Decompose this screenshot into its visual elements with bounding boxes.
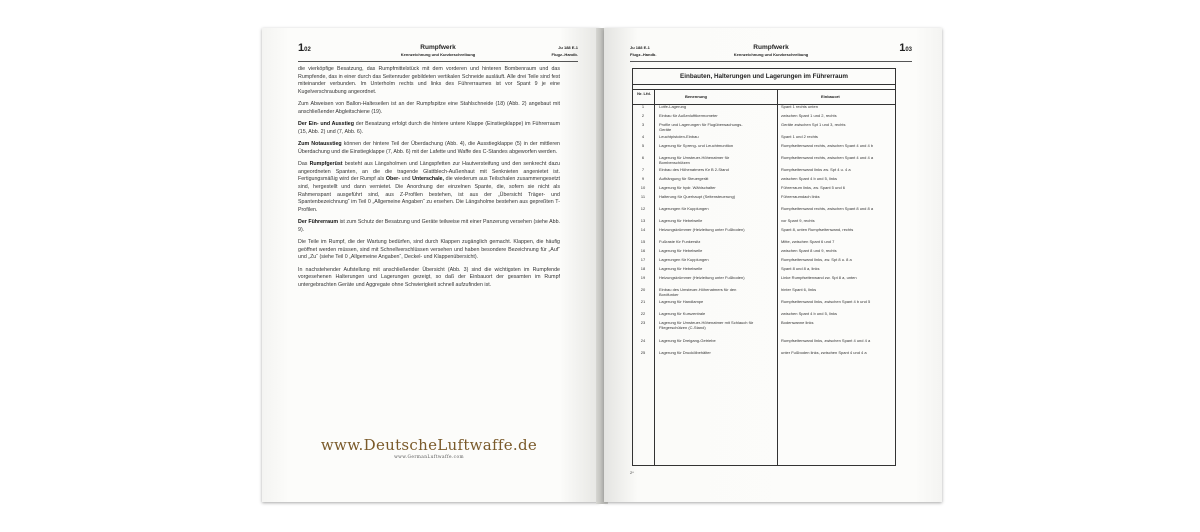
row-einbauort: zwischen Spant 4 b und 5, links bbox=[781, 311, 838, 316]
row-benennung: Halterung für Querhaupt (Seitensteuerung) bbox=[659, 194, 736, 199]
row-number: 21 bbox=[640, 299, 646, 304]
row-benennung: Lagerung für Handlampe bbox=[659, 299, 704, 304]
row-einbauort: vor Spant 9, rechts bbox=[781, 218, 815, 223]
row-einbauort: Linke Rumpfseitenwand zw. Spt 8 a, unten bbox=[781, 275, 857, 280]
row-benennung: Fußraste für Funkersitz bbox=[659, 239, 701, 244]
paragraph-3-text: der Besatzung erfolgt durch die hintere untere Klappe (Einstiegklappe) im Führerraum (15, Abb. 2) und (7, Abb. 6). bbox=[298, 121, 560, 135]
col-benennung-header: Benennung bbox=[685, 94, 707, 99]
row-einbauort: Rumpfseitenwand rechts, zwischen Spant 4 und 4 b bbox=[781, 143, 874, 148]
col-einbauort-header: Einbauort bbox=[821, 94, 840, 99]
row-number: 13 bbox=[640, 218, 646, 223]
row-einbauort: Rumpfseitenwand links, zw. Spt 8 u. 8 a bbox=[781, 257, 852, 262]
row-number: 4 bbox=[641, 134, 645, 139]
table-title: Einbauten, Halterungen und Lagerungen im Führerraum bbox=[633, 69, 895, 85]
row-benennung: Lagerung für Druckölbehälter bbox=[659, 350, 711, 355]
row-einbauort: Mitte, zwischen Spant 6 und 7 bbox=[781, 239, 835, 244]
row-benennung: Lagerungen für Kupplungen bbox=[659, 257, 709, 262]
col-nr-header: Nr. Lfd. bbox=[637, 91, 651, 96]
left-header-manual: Flugz.-Handb. bbox=[551, 52, 578, 57]
row-einbauort: unter Fußboden links, zwischen Spant 4 und 4 a bbox=[781, 350, 867, 355]
row-einbauort: Führerraum links, zw. Spant 5 und 6 bbox=[781, 185, 846, 190]
row-number: 24 bbox=[640, 338, 646, 343]
row-einbauort: Bodenwanne links bbox=[781, 320, 814, 325]
paragraph-5 bbox=[298, 161, 560, 214]
right-page-number bbox=[899, 42, 912, 54]
paragraph-8: In nachstehender Aufstellung mit anschließender Übersicht (Abb. 3) sind die wichtigsten im Rumpfende vorgesehenen Halterungen und Lagerungen gezeigt, so daß der Einbauort der gesamten im Rumpf untergebrachten Geräte und Aggregate ohne Schwierigkeit schnell aufzufinden ist. bbox=[298, 266, 560, 288]
row-benennung: Lagerung für Spreng- und Leuchtmunition bbox=[659, 143, 734, 148]
right-header-aircraft: Ju 188 E-1 bbox=[630, 45, 650, 50]
left-page-header bbox=[298, 42, 578, 60]
paragraph-6-text: ist zum Schutz der Besatzung und Geräte teilweise mit einer Panzerung versehen (siehe Abb. 9). bbox=[298, 219, 560, 233]
page-footnote: 2* bbox=[630, 470, 634, 475]
logo-text: www.DeutscheLuftwaffe.de bbox=[320, 436, 538, 454]
row-number: 3 bbox=[641, 122, 645, 127]
row-number: 7 bbox=[641, 167, 645, 172]
row-einbauort: zwischen Spant 4 b und 5, links bbox=[781, 176, 838, 181]
row-einbauort: Rumpfseitenwand rechts, zwischen Spant 4 und 4 a bbox=[781, 155, 874, 160]
right-header-subtitle: Kennzeichnung und Kurzbeschreibung bbox=[733, 52, 809, 57]
logo-subtext: www.GermanLuftwaffe.com bbox=[394, 455, 464, 460]
row-einbauort: Rumpfseitenwand links, zwischen Spant 4 b und 5 bbox=[781, 299, 871, 304]
table-header bbox=[633, 89, 895, 105]
row-benennung: Lagerung für Hebelwelle bbox=[659, 218, 703, 223]
table-body bbox=[633, 105, 895, 363]
row-benennung: Lagerung für Hebelwelle bbox=[659, 266, 703, 271]
row-benennung: Lagerungen für Kupplungen bbox=[659, 206, 709, 211]
row-einbauort: zwischen Spant 1 und 2, rechts bbox=[781, 113, 837, 118]
row-benennung: Lagerung für Umsteuer-Höhenatmer für Bombenschützen bbox=[659, 155, 730, 165]
paragraph-5-bold-2: Ober- bbox=[385, 176, 400, 183]
row-benennung: Lagerung für Dreigang-Getriebe bbox=[659, 338, 716, 343]
paragraph-3-bold: Der Ein- und Ausstieg bbox=[298, 121, 354, 128]
open-book bbox=[262, 28, 942, 506]
paragraph-5-bold-3: Unterschale, bbox=[412, 176, 444, 183]
row-number: 14 bbox=[640, 227, 646, 232]
row-number: 23 bbox=[640, 320, 646, 325]
left-header-aircraft: Ju 188 E-1 bbox=[558, 45, 578, 50]
paragraph-3 bbox=[298, 121, 560, 136]
paragraph-4 bbox=[298, 141, 560, 156]
paragraph-5-d: die wiederum aus Teilschalen zusammengesetzt sind, hergestellt und dann vernietet. Die Anordnung der einzelnen Spante, die, sofern sie nicht als Rahmenspant ausgeführt sind, aus Z-Profilen bestehen, ist aus der „Übersicht Träger- und Spantenbezeichnung“ im Teil 0 „Allgemeine Angaben“ zu ersehen. Die Längsholme bestehen aus gepreßten T-Profilen. bbox=[298, 176, 560, 213]
installations-table bbox=[632, 68, 896, 466]
row-number: 20 bbox=[640, 287, 646, 292]
paragraph-5-b: besteht aus Längsholmen und Längspfetten zur Hautversteifung und den senkrecht dazu angeordneten Spanten, an die die tragende Glattblech-Außenhaut mit Senknieten angenietet ist. Fertigungsmäßig wird der Rumpf als bbox=[298, 161, 560, 183]
table-row bbox=[633, 321, 895, 339]
row-einbauort: Spant 1 und 2 rechts bbox=[781, 134, 818, 139]
row-benennung: Lagerung für Hebelwelle bbox=[659, 248, 703, 253]
left-page-number-suffix: 02 bbox=[304, 47, 311, 53]
row-number: 12 bbox=[640, 206, 646, 211]
paragraph-4-bold: Zum Notausstieg bbox=[298, 141, 342, 148]
row-einbauort: Rumpfseitenwand rechts, zwischen Spant 8 und 8 a bbox=[781, 206, 874, 211]
row-einbauort: Rumpfseitenwand links, zwischen Spant 4 und 4 a bbox=[781, 338, 871, 343]
row-number: 22 bbox=[640, 311, 646, 316]
paragraph-1: die vierköpfige Besatzung, das Rumpfmittelstück mit dem vorderen und hinteren Bombenraum und das Rumpfende, das in einer durch das Seitenruder gebildeten vertikalen Schneide ausläuft. Alle drei Teile sind fest miteinander verbunden. Im Unterholm rechts und links des Führerraumes ist vor Spant 9 je eine Kugelverschraubung angeordnet. bbox=[298, 66, 560, 95]
row-benennung: Lagerung für Umsteuer-Höhenatmer mit Schlauch für Fliegerschützen (C-Stand) bbox=[659, 320, 754, 330]
row-number: 1 bbox=[641, 104, 645, 109]
paragraph-5-bold-1: Rumpfgerüst bbox=[309, 161, 343, 168]
row-number: 9 bbox=[641, 176, 645, 181]
paragraph-6 bbox=[298, 219, 560, 234]
right-header-rule bbox=[630, 61, 912, 62]
paragraph-2: Zum Abweisen von Ballon-Halteseilen ist an der Rumpfspitze eine Stahlschneide (18) (Abb. 2) angebaut mit anschließender Abgleitschiene (19). bbox=[298, 101, 560, 115]
row-number: 11 bbox=[640, 194, 646, 199]
row-benennung: Lotfe-Lagerung bbox=[659, 104, 687, 109]
row-number: 15 bbox=[640, 239, 646, 244]
table-row bbox=[633, 351, 895, 363]
paragraph-5-c: und bbox=[399, 176, 413, 183]
row-benennung: Profile und Lagerungen für Flugüberwachungs-Geräte bbox=[659, 122, 743, 132]
row-einbauort: Spant 8 und 8 a, links bbox=[781, 266, 820, 271]
row-benennung: Aufhängung für Steuergerät bbox=[659, 176, 709, 181]
left-page-number-main: 1 bbox=[298, 42, 305, 54]
left-page-body bbox=[298, 66, 560, 294]
row-einbauort: Spant 8, unten Rumpfseitenwand, rechts bbox=[781, 227, 854, 232]
row-einbauort: zwischen Spant 8 und 9, rechts bbox=[781, 248, 837, 253]
row-number: 19 bbox=[640, 275, 646, 280]
paragraph-6-bold: Der Führerraum bbox=[298, 219, 339, 226]
watermark-logo bbox=[304, 436, 554, 460]
row-number: 6 bbox=[641, 155, 645, 160]
right-header-manual: Flugz.-Handb. bbox=[630, 52, 657, 57]
row-benennung: Einbau des Umsteuer-Höhenatmers für den Bordfunker bbox=[659, 287, 737, 297]
row-benennung: Heizungskrümmer (Heizleitung unter Fußboden) bbox=[659, 227, 745, 232]
row-einbauort: Geräte zwischen Spt 1 und 3, rechts bbox=[781, 122, 846, 127]
row-einbauort: Führerraumdach links bbox=[781, 194, 820, 199]
row-number: 10 bbox=[640, 185, 646, 190]
right-page-number-main: 1 bbox=[899, 42, 906, 54]
row-benennung: Leuchtpistolen-Einbau bbox=[659, 134, 699, 139]
left-header-title: Rumpfwerk bbox=[420, 44, 456, 51]
row-number: 17 bbox=[640, 257, 646, 262]
row-benennung: Lagerung für hydr. Wählschalter bbox=[659, 185, 716, 190]
row-einbauort: Rumpfseitenwand links zw. Spt 4 u. 4 a bbox=[781, 167, 851, 172]
row-benennung: Lagerung für Kurszentrale bbox=[659, 311, 706, 316]
row-einbauort: hinter Spant 6, links bbox=[781, 287, 817, 292]
left-page bbox=[262, 28, 600, 502]
right-page-number-suffix: 03 bbox=[905, 47, 912, 53]
paragraph-5-a: Das bbox=[298, 161, 310, 168]
row-benennung: Einbau für Außenlufttkermometer bbox=[659, 113, 718, 118]
right-header-title: Rumpfwerk bbox=[753, 44, 789, 51]
right-page bbox=[604, 28, 942, 502]
paragraph-7: Die Teile im Rumpf, die der Wartung bedürfen, sind durch Klappen zugänglich gemacht. Klappen, die häufig geöffnet werden müssen, sind mit Schnellverschlüssen versehen und haben besondere Bezeichnung für „Auf“ und „Zu“ (siehe Teil 0 „Allgemeine Angaben“, Deckel- und Klappenübersicht). bbox=[298, 239, 560, 261]
paragraph-4-text: können der hintere Teil der Überdachung (Abb. 4), die Ausstiegklappe (5) in der mittleren Überdachung und die Einstiegklappe (7, Abb. 6) mit der Lafette und Waffe des C-Standes abgeworfen werden. bbox=[298, 141, 561, 155]
row-number: 5 bbox=[641, 143, 645, 148]
row-number: 16 bbox=[640, 248, 646, 253]
row-benennung: Einbau des Höhenatmers für B 2-Stand bbox=[659, 167, 729, 172]
row-number: 2 bbox=[641, 113, 645, 118]
left-header-subtitle: Kennzeichnung und Kurzbeschreibung bbox=[400, 52, 476, 57]
right-page-header bbox=[630, 42, 912, 60]
row-number: 25 bbox=[640, 350, 646, 355]
row-number: 18 bbox=[640, 266, 646, 271]
row-einbauort: Spant 1 rechts unten bbox=[781, 104, 818, 109]
left-header-rule bbox=[298, 61, 578, 62]
row-benennung: Heizungskrümmer (Heizleitung unter Fußboden) bbox=[659, 275, 745, 280]
